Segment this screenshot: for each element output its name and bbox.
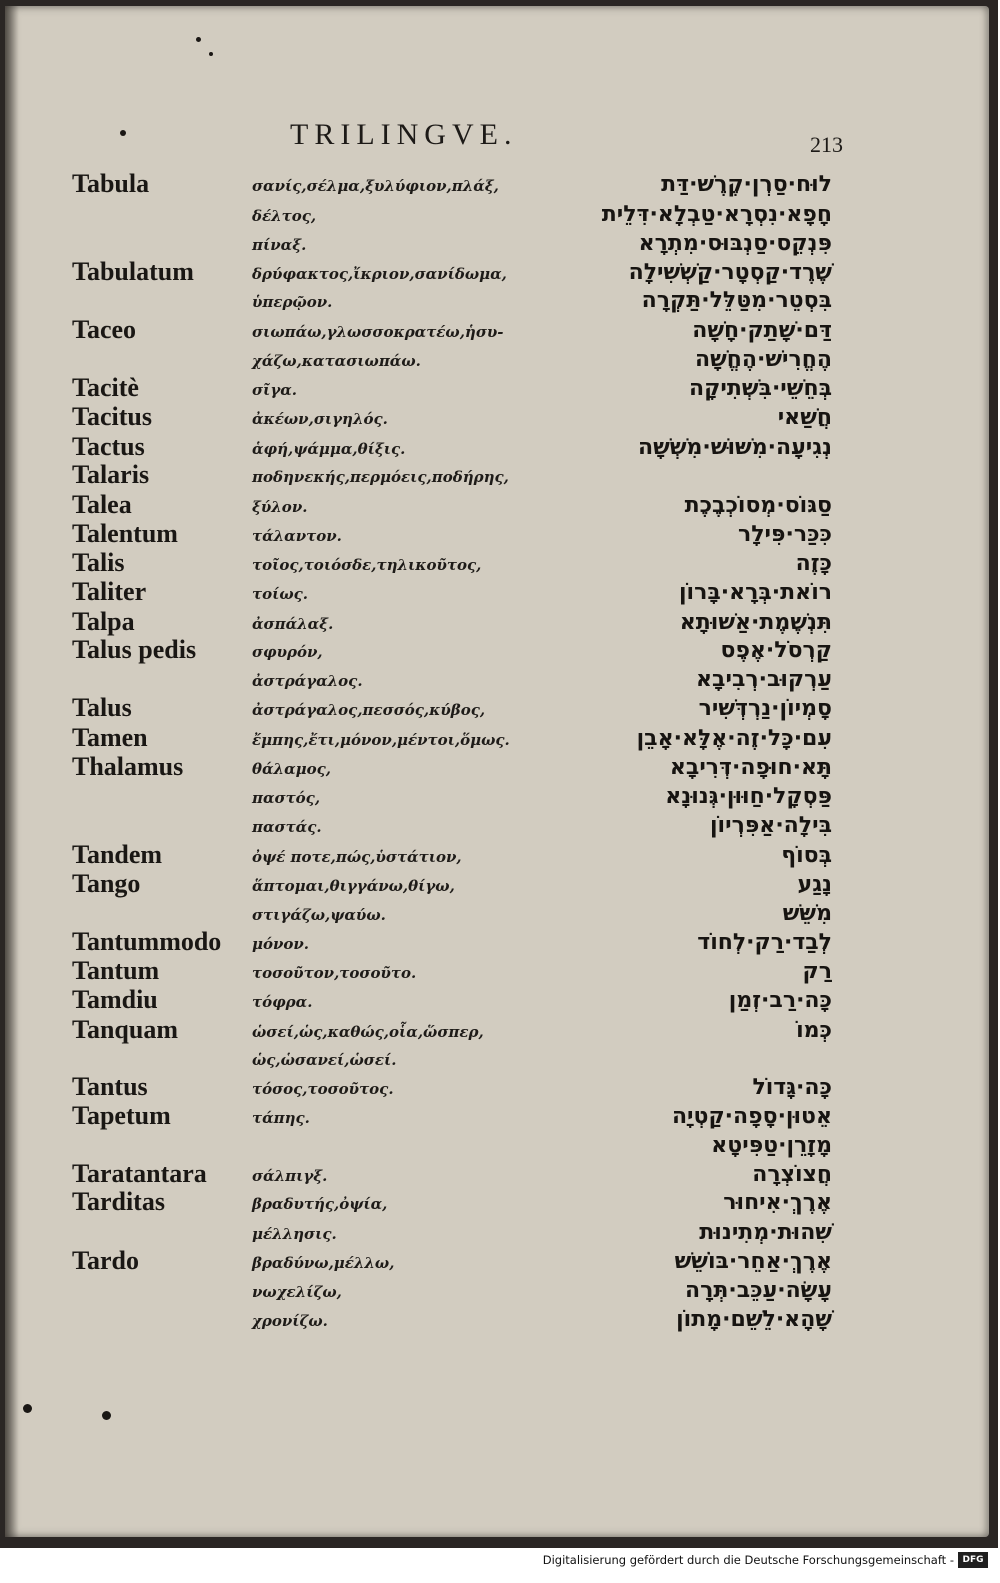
greek-equivalent: ποδηνεκής,περμόεις,ποδήρης, xyxy=(252,468,509,486)
latin-headword: Talea xyxy=(72,490,132,519)
dictionary-entry xyxy=(0,548,1000,583)
hebrew-equivalent: בְּחֵשֵׁי·בִּשְׁתִיקָה xyxy=(689,376,832,401)
dictionary-entry xyxy=(0,519,1000,554)
greek-equivalent: πίναξ. xyxy=(252,236,307,254)
hebrew-equivalent: בְּסוֹף xyxy=(781,843,832,868)
hebrew-equivalent: עָשָׂה·עַכֵּב·תְּרָה xyxy=(684,1278,832,1303)
latin-headword: Tacitè xyxy=(72,373,139,402)
greek-equivalent: χάζω,κατασιωπάω. xyxy=(252,352,421,370)
latin-headword: Tabula xyxy=(72,169,150,198)
hebrew-equivalent: תִּנְשֶׁמֶת·אַשׁוּתָא xyxy=(679,610,832,635)
hebrew-equivalent: פִּנְקֵס·סַנְבּוּס·מִתְרָא xyxy=(638,231,832,256)
latin-headword: Taliter xyxy=(72,577,147,606)
page-number: 213 xyxy=(810,132,843,157)
hebrew-equivalent: כָּה·גָּדוֹל xyxy=(752,1075,832,1100)
hebrew-equivalent: מָזָרֵן·טַפִּיטָא xyxy=(711,1133,832,1158)
greek-equivalent: ὡσεί,ὡς,καθώς,οἷα,ὥσπερ, xyxy=(252,1023,484,1041)
dictionary-entry xyxy=(0,1307,1000,1339)
greek-equivalent: βραδύνω,μέλλω, xyxy=(252,1254,395,1272)
greek-equivalent: θάλαμος, xyxy=(252,760,331,778)
greek-equivalent: σάλπιγξ. xyxy=(252,1167,328,1185)
latin-headword: Talus xyxy=(72,693,132,722)
greek-equivalent: σφυρόν, xyxy=(252,643,323,661)
greek-equivalent: βραδυτής,ὀψία, xyxy=(252,1195,388,1213)
hebrew-equivalent: חָפָא·נִסְרָא·טַבְלָא·דִּלֵית xyxy=(601,202,832,227)
latin-headword: Taceo xyxy=(72,315,137,344)
latin-headword: Tabulatum xyxy=(72,257,194,286)
hebrew-equivalent: תָּא·חוּפָה·דְּרִיבָא xyxy=(669,755,832,780)
hebrew-equivalent: לוּח·סַרְן·קֶרֶשׁ·דַּת xyxy=(661,172,832,197)
hebrew-equivalent: שֶׁרֶד·קַסְטָר·קַשְׁשִׁילָה xyxy=(628,260,832,285)
latin-headword: Tapetum xyxy=(72,1101,171,1130)
dictionary-entry xyxy=(0,752,1000,787)
hebrew-equivalent: לְבַד·רַק·לְחוֹד xyxy=(697,930,832,955)
latin-headword: Tantummodo xyxy=(72,927,222,956)
hebrew-equivalent: שִׁהוּת·מְתִינוּת xyxy=(699,1220,832,1245)
greek-equivalent: ὑπερῷον. xyxy=(252,293,333,311)
latin-headword: Tardo xyxy=(72,1246,139,1275)
greek-equivalent: ἀκέων,σιγηλός. xyxy=(252,410,388,428)
greek-equivalent: ὀψέ ποτε,πώς,ὑστάτιον, xyxy=(252,848,462,866)
greek-equivalent: παστός, xyxy=(252,789,321,807)
greek-equivalent: τοσοῦτον,τοσοῦτο. xyxy=(252,964,417,982)
hebrew-equivalent: חֲצוֹצְרָה xyxy=(752,1162,832,1187)
latin-headword: Thalamus xyxy=(72,752,184,781)
greek-equivalent: ἔμπης,ἔτι,μόνον,μέντοι,ὅμως. xyxy=(252,731,510,749)
hebrew-equivalent: כָּזֶה xyxy=(795,551,832,576)
greek-equivalent: ἁφή,ψάμμα,θίξις. xyxy=(252,440,406,458)
dictionary-entry xyxy=(0,169,1000,204)
dictionary-entry xyxy=(0,1278,1000,1310)
greek-equivalent: ὡς,ὡσανεί,ὡσεί. xyxy=(252,1051,397,1069)
ink-spot xyxy=(209,52,213,56)
hebrew-equivalent: קַרְסֹל·אֶפֶס xyxy=(720,638,832,663)
greek-equivalent: μέλλησις. xyxy=(252,1225,337,1243)
latin-headword: Talus pedis xyxy=(72,635,197,664)
hebrew-equivalent: נָגַע xyxy=(797,872,832,897)
latin-headword: Taratantara xyxy=(72,1159,207,1188)
greek-equivalent: τάλαντον. xyxy=(252,527,342,545)
greek-equivalent: τάπης. xyxy=(252,1109,310,1127)
ink-spot xyxy=(196,37,201,42)
hebrew-equivalent: חֲשַׁאי xyxy=(777,405,832,430)
dictionary-entry xyxy=(0,347,1000,379)
hebrew-equivalent: בִּסְטֵר·מִטַּלֵּל·תַּקְרָה xyxy=(641,288,832,313)
dictionary-entry xyxy=(0,635,1000,670)
greek-equivalent: παστάς. xyxy=(252,818,322,836)
greek-equivalent: τοῖος,τοιόσδε,τηλικοῦτος, xyxy=(252,556,482,574)
greek-equivalent: τόφρα. xyxy=(252,993,313,1011)
hebrew-equivalent: דַּם·שָׁתַק·חָשָׁה xyxy=(692,318,832,343)
latin-headword: Tanquam xyxy=(72,1015,178,1044)
hebrew-equivalent: כְּמוֹ xyxy=(796,1018,832,1043)
dfg-logo: DFG xyxy=(958,1552,988,1568)
hebrew-equivalent: אֶרֶךְ·אַחֵר·בּוֹשֵׁשׁ xyxy=(674,1249,832,1274)
ink-spot xyxy=(23,1404,32,1413)
latin-headword: Talis xyxy=(72,548,125,577)
running-head: TRILINGVE. xyxy=(290,118,518,151)
dictionary-entry xyxy=(0,288,1000,320)
dictionary-entry xyxy=(0,840,1000,875)
hebrew-equivalent: מִשֵּׁשׁ xyxy=(782,901,832,926)
digitization-credit: Digitalisierung gefördert durch die Deutsche Forschungsgemeinschaft - xyxy=(542,1553,954,1567)
dictionary-entry xyxy=(0,1101,1000,1136)
latin-headword: Talentum xyxy=(72,519,178,548)
dictionary-entry xyxy=(0,202,1000,234)
greek-equivalent: στιγάζω,ψαύω. xyxy=(252,906,386,924)
hebrew-equivalent: נְגִיעָה·מִשּׁוּשׁ·מִשְׁשָׁה xyxy=(638,435,832,460)
hebrew-equivalent: עִם·כָּל·זֶה·אֶלָּא·אָבֵן xyxy=(636,726,832,751)
dictionary-entry xyxy=(0,1049,1000,1078)
dictionary-entry xyxy=(0,667,1000,699)
hebrew-equivalent: רַק xyxy=(802,959,832,984)
hebrew-equivalent: כִּכַּר·פִּילָר xyxy=(737,522,832,547)
dictionary-entry xyxy=(0,402,1000,437)
dictionary-entry xyxy=(0,1220,1000,1252)
latin-headword: Tantum xyxy=(72,956,160,985)
latin-headword: Tacitus xyxy=(72,402,152,431)
greek-equivalent: σανίς,σέλμα,ξυλύφιον,πλάξ, xyxy=(252,177,499,195)
greek-equivalent: ἀστράγαλος. xyxy=(252,672,363,690)
latin-headword: Tandem xyxy=(72,840,163,869)
greek-equivalent: τόσος,τοσοῦτος. xyxy=(252,1080,394,1098)
greek-equivalent: δέλτος, xyxy=(252,207,317,225)
latin-headword: Talaris xyxy=(72,460,150,489)
hebrew-equivalent: רוֹאת·בְּרָא·בָּרוֹן xyxy=(678,580,832,605)
hebrew-equivalent: אֶרֶךְ·אִיחוּר xyxy=(723,1190,832,1215)
dictionary-entry xyxy=(0,432,1000,467)
greek-equivalent: σῖγα. xyxy=(252,381,297,399)
dictionary-entry xyxy=(0,1246,1000,1281)
greek-equivalent: νωχελίζω, xyxy=(252,1283,342,1301)
dictionary-entry xyxy=(0,1187,1000,1222)
greek-equivalent: ἀστράγαλος,πεσσός,κύβος, xyxy=(252,701,486,719)
latin-headword: Tamdiu xyxy=(72,985,158,1014)
dictionary-entry xyxy=(0,577,1000,612)
ink-spot xyxy=(120,130,126,136)
greek-equivalent: ἅπτομαι,θιγγάνω,θίγω, xyxy=(252,877,455,895)
dictionary-entry xyxy=(0,460,1000,495)
latin-headword: Tarditas xyxy=(72,1187,165,1216)
hebrew-equivalent: בִּילָה·אַפִּרְיוֹן xyxy=(710,813,832,838)
greek-equivalent: ἀσπάλαξ. xyxy=(252,615,334,633)
latin-headword: Talpa xyxy=(72,607,135,636)
dictionary-entry xyxy=(0,1015,1000,1050)
hebrew-equivalent: אֵטוּן·סָפָה·קַטְיָה xyxy=(671,1104,832,1129)
dictionary-entry xyxy=(0,784,1000,816)
dictionary-entry xyxy=(0,693,1000,728)
ink-spot xyxy=(102,1411,111,1420)
dictionary-entry xyxy=(0,315,1000,350)
hebrew-equivalent: פַּסְקָל·חַוּוּן·גְּנוּנָא xyxy=(665,784,832,809)
hebrew-equivalent: הֶחֱרִישׁ·הֶחֱשָׁה xyxy=(694,347,832,372)
dictionary-entry xyxy=(0,257,1000,292)
greek-equivalent: ξύλον. xyxy=(252,498,308,516)
hebrew-equivalent: סָמְיוֹן·נַרְדְּשִׁיר xyxy=(698,696,832,721)
greek-equivalent: σιωπάω,γλωσσοκρατέω,ἡσυ- xyxy=(252,323,504,341)
latin-headword: Tango xyxy=(72,869,141,898)
dictionary-entry xyxy=(0,869,1000,904)
hebrew-equivalent: שָׁהָא·לֵשֵׁם·מָתוֹן xyxy=(676,1307,832,1332)
greek-equivalent: τοίως. xyxy=(252,585,308,603)
hebrew-equivalent: כָּה·רַב·זְמַן xyxy=(728,988,832,1013)
greek-equivalent: δρύφακτος,ἴκριον,σανίδωμα, xyxy=(252,265,507,283)
hebrew-equivalent: עַרְקוּב·רְבִיבָא xyxy=(696,667,832,692)
hebrew-equivalent: סַגּוֹס·מְסוֹכְבֶכֶת xyxy=(684,493,832,518)
latin-headword: Tactus xyxy=(72,432,145,461)
latin-headword: Tantus xyxy=(72,1072,148,1101)
greek-equivalent: μόνον. xyxy=(252,935,310,953)
latin-headword: Tamen xyxy=(72,723,148,752)
greek-equivalent: χρονίζω. xyxy=(252,1312,328,1330)
